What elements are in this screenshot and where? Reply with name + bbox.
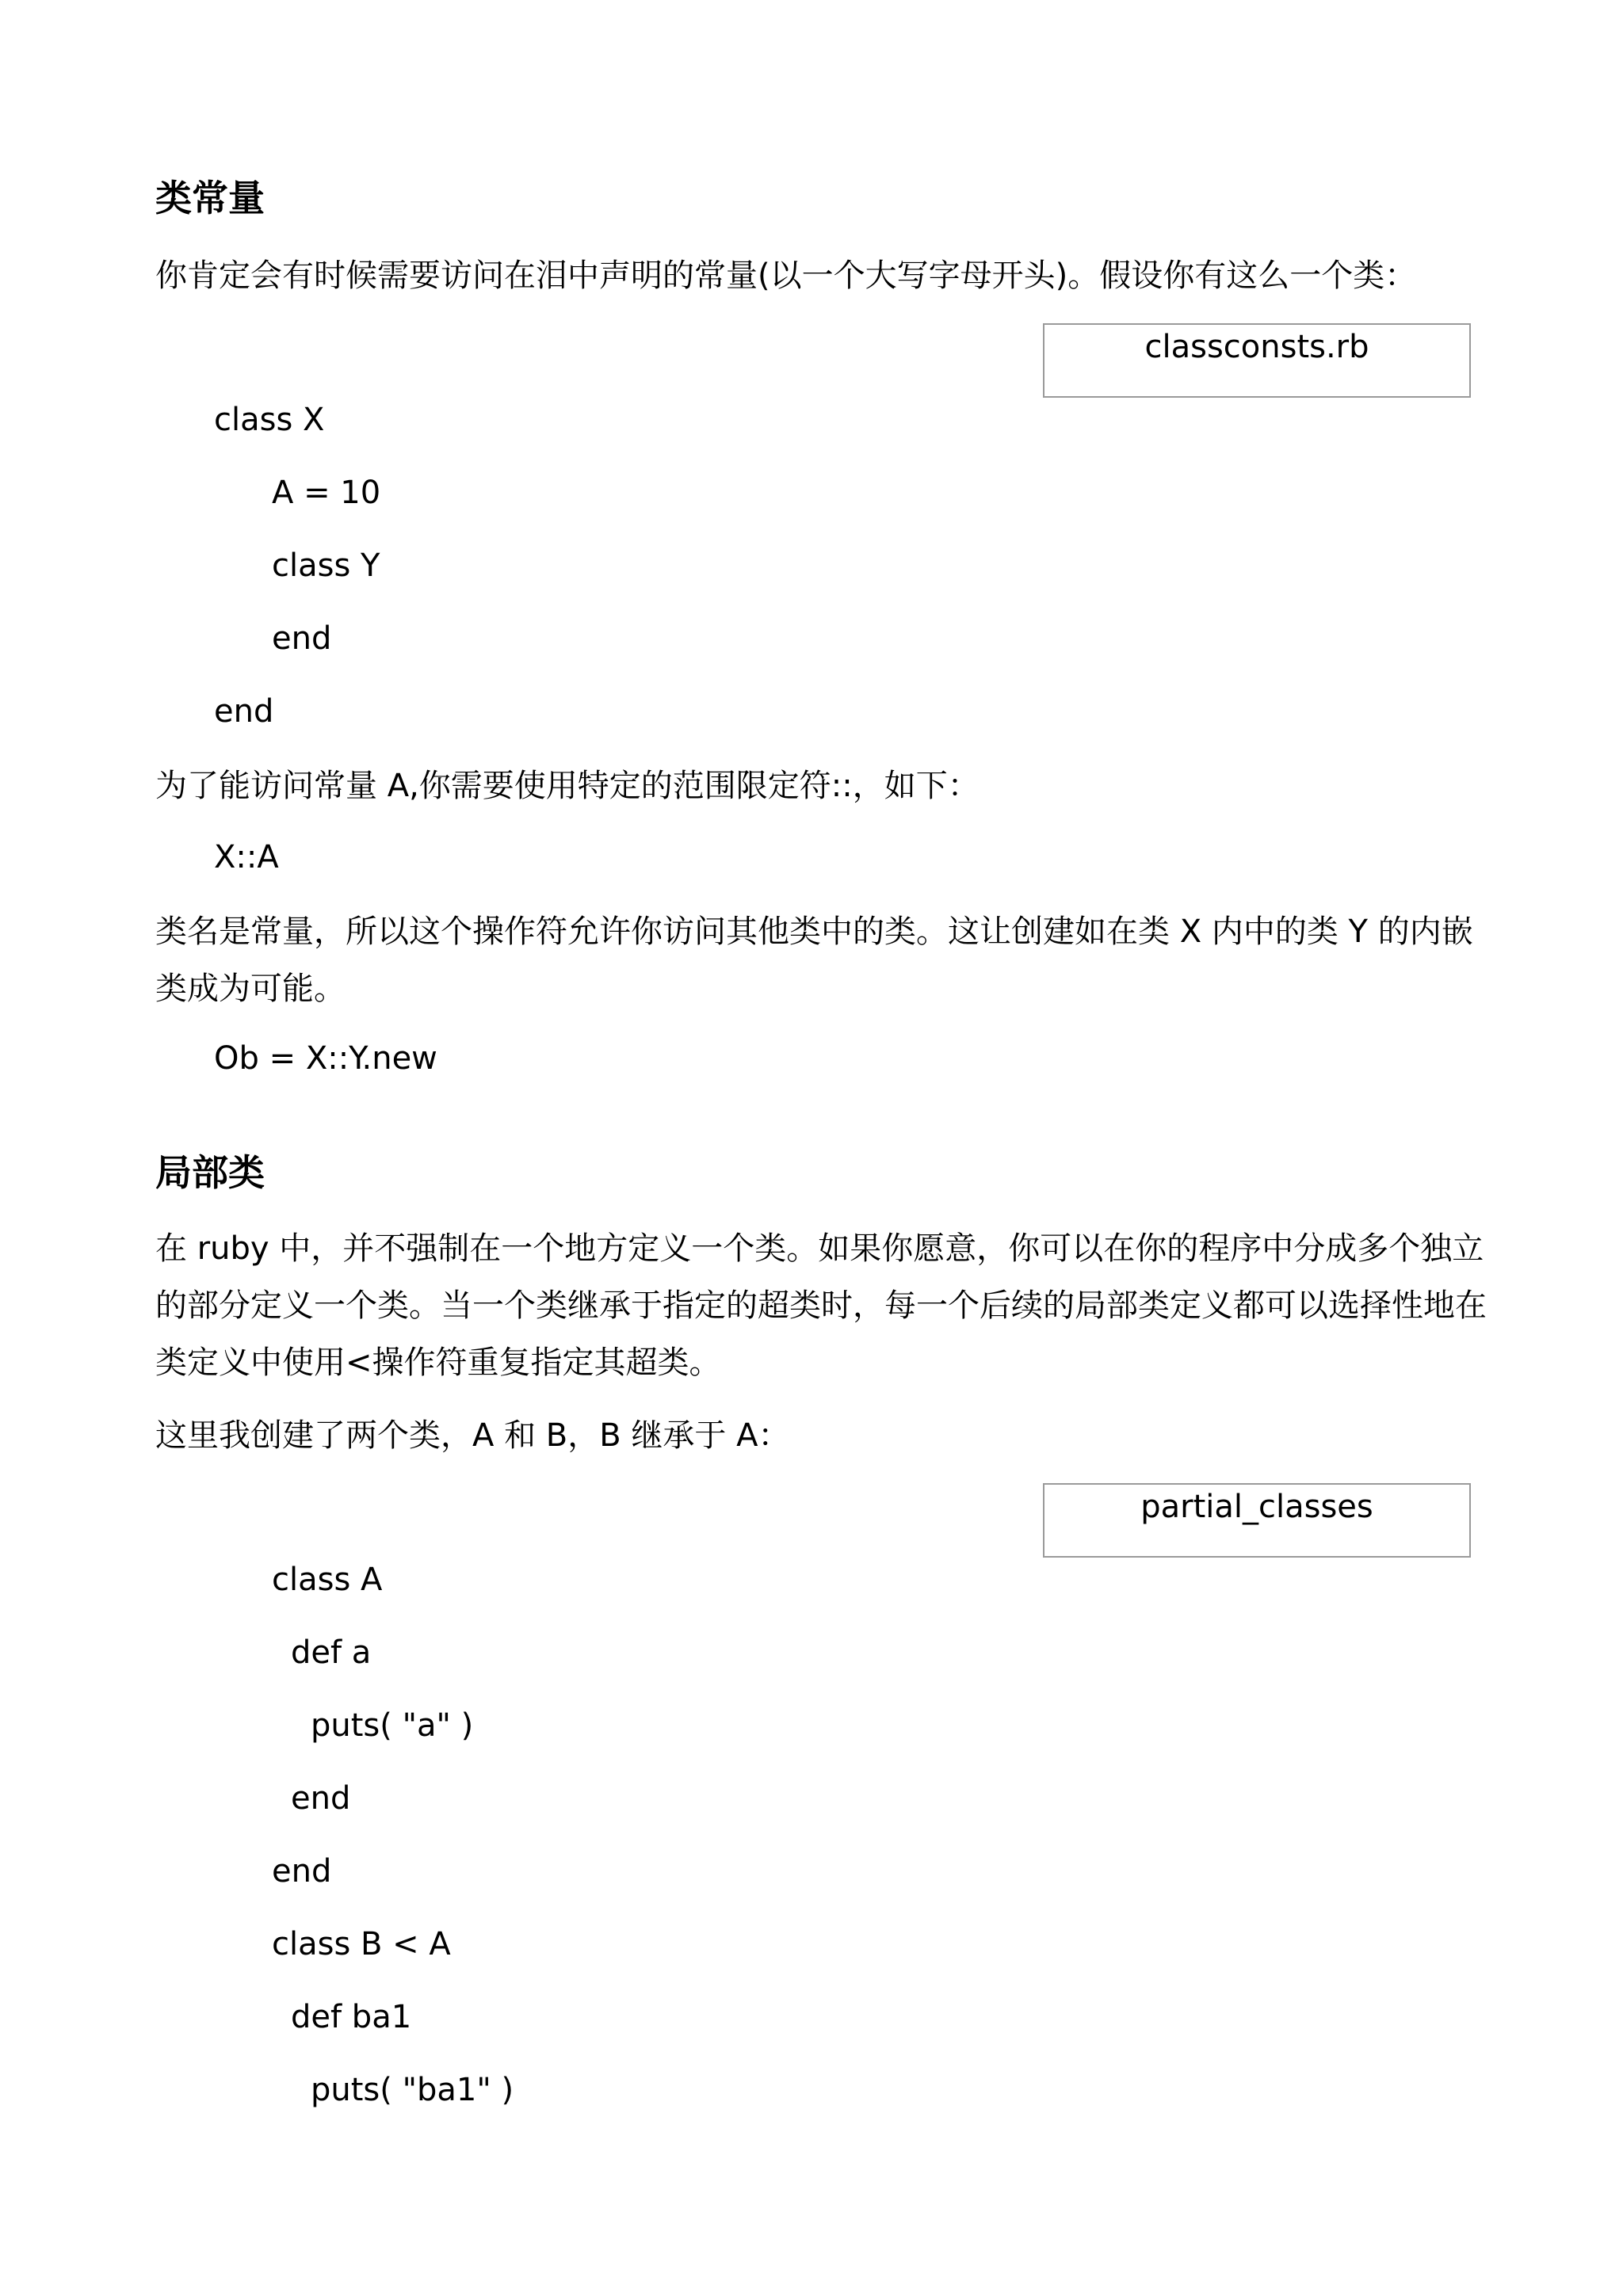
code-example-nested: Ob = X::Y.new [214, 1040, 437, 1077]
code-line: end [214, 693, 274, 730]
code-line: class A [272, 1562, 383, 1598]
code-line: end [291, 1780, 351, 1817]
code-line: puts( "ba1" ) [311, 2072, 514, 2108]
scope-paragraph: 为了能访问常量 A,你需要使用特定的范围限定符::，如下： [155, 768, 980, 804]
partial-classes-paragraph: 在 ruby 中，并不强制在一个地方定义一个类。如果你愿意，你可以在你的程序中分成多个独立的部分定义一个类。当一个类继承于指定的超类时，每一个后续的局部类定义都可以选择性地在类定义中使用<操作符重复指定其超类。 [155, 1230, 1487, 1381]
code-line: class X [214, 402, 325, 438]
code-line: class Y [272, 547, 380, 584]
filename-box-classconsts [1043, 323, 1471, 398]
code-line: A = 10 [272, 475, 381, 511]
code-line: def a [291, 1634, 372, 1671]
code-line: def ba1 [291, 1999, 412, 2035]
code-line: puts( "a" ) [311, 1707, 474, 1744]
classes-intro-paragraph: 这里我创建了两个类，A 和 B，B 继承于 A： [155, 1417, 790, 1454]
filename-label: partial_classes [1140, 1489, 1373, 1525]
code-line: end [272, 620, 332, 657]
section-heading-partial-classes: 局部类 [155, 1151, 265, 1194]
section-heading-class-constants: 类常量 [155, 177, 265, 219]
code-line: class B < A [272, 1926, 451, 1962]
code-line: end [272, 1853, 332, 1890]
intro-paragraph: 你肯定会有时候需要访问在泪中声明的常量(以一个大写字母开头)。假设你有这么一个类： [155, 257, 1417, 294]
filename-box-partial-classes [1043, 1483, 1471, 1558]
nested-class-paragraph: 类名是常量，所以这个操作符允许你访问其他类中的类。这让创建如在类 X 内中的类 Y 的内嵌类成为可能。 [155, 913, 1473, 1007]
code-example-scope: X::A [214, 839, 279, 875]
filename-label: classconsts.rb [1144, 329, 1369, 365]
